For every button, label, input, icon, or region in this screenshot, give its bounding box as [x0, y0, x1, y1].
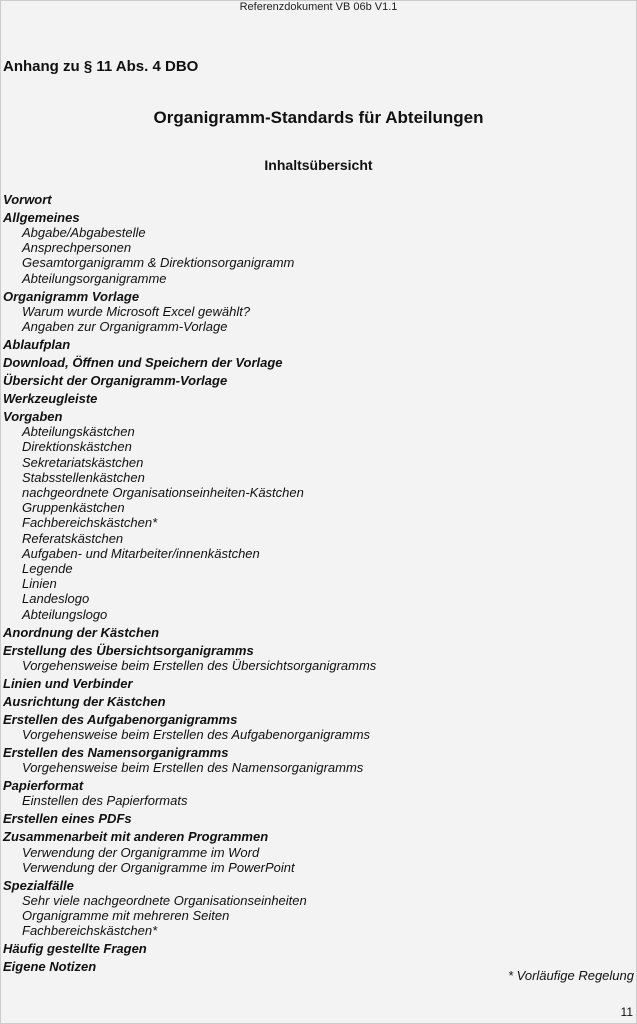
toc-section[interactable]: Werkzeugleiste [3, 391, 98, 407]
toc-subsection[interactable]: Stabsstellenkästchen [22, 469, 145, 485]
toc-section[interactable]: Eigene Notizen [3, 959, 97, 975]
toc-subsection[interactable]: Abteilungskästchen [22, 424, 135, 440]
toc-subsection[interactable]: Gruppenkästchen [22, 500, 125, 516]
toc-subsection[interactable]: Abteilungslogo [22, 606, 108, 622]
toc-section[interactable]: Erstellen des Aufgabenorganigramms [3, 711, 238, 727]
toc-section[interactable]: Anordnung der Kästchen [3, 624, 160, 640]
toc-section[interactable]: Papierformat [3, 778, 84, 794]
toc-subsection[interactable]: nachgeordnete Organisationseinheiten-Kästchen [22, 485, 304, 501]
toc-section[interactable]: Ablaufplan [3, 337, 71, 353]
toc-subsection[interactable]: Organigramme mit mehreren Seiten [22, 908, 230, 924]
toc-subsection[interactable]: Einstellen des Papierformats [22, 793, 188, 809]
toc-subsection[interactable]: Angaben zur Organigramm-Vorlage [22, 319, 228, 335]
toc-section[interactable]: Erstellung des Übersichtsorganigramms [3, 642, 254, 658]
annex-heading: Anhang zu § 11 Abs. 4 DBO [3, 58, 199, 75]
toc-section[interactable]: Erstellen des Namensorganigramms [3, 745, 229, 761]
toc-section[interactable]: Linien und Verbinder [3, 675, 133, 691]
toc-subsection[interactable]: Linien [22, 576, 57, 592]
toc-section[interactable]: Organigramm Vorlage [3, 288, 140, 304]
toc-subsection[interactable]: Verwendung der Organigramme im Word [22, 844, 260, 860]
toc-section[interactable]: Übersicht der Organigramm-Vorlage [3, 373, 228, 389]
toc-section[interactable]: Allgemeines [3, 209, 80, 225]
toc-section[interactable]: Häufig gestellte Fragen [3, 941, 147, 957]
page-number: 11 [620, 1005, 633, 1019]
toc-subsection[interactable]: Vorgehensweise beim Erstellen des Namensorganigramms [22, 760, 364, 776]
page-title: Organigramm-Standards für Abteilungen [153, 108, 484, 127]
toc-section[interactable]: Vorgaben [3, 409, 63, 425]
toc-subsection[interactable]: Sehr viele nachgeordnete Organisationseinheiten [22, 893, 307, 909]
toc-subsection[interactable]: Aufgaben- und Mitarbeiter/innenkästchen [22, 545, 260, 561]
toc-subsection[interactable]: Direktionskästchen [22, 439, 132, 455]
toc-section[interactable]: Zusammenarbeit mit anderen Programmen [3, 829, 269, 845]
toc-subsection[interactable]: Legende [22, 561, 73, 577]
toc-subsection[interactable]: Referatskästchen [22, 530, 124, 546]
toc-subsection[interactable]: Abteilungsorganigramme [22, 270, 167, 286]
table-of-contents [3, 189, 633, 975]
toc-subsection[interactable]: Fachbereichskästchen* [22, 923, 158, 939]
toc-subsection[interactable]: Gesamtorganigramm & Direktionsorganigramm [22, 255, 295, 271]
toc-subsection[interactable]: Ansprechpersonen [22, 240, 132, 256]
toc-subsection[interactable]: Verwendung der Organigramme im PowerPoint [22, 859, 295, 875]
toc-section[interactable]: Ausrichtung der Kästchen [3, 693, 166, 709]
toc-subsection[interactable]: Vorgehensweise beim Erstellen des Übersichtsorganigramms [22, 657, 377, 673]
toc-heading: Inhaltsübersicht [264, 157, 373, 173]
document-header: Referenzdokument VB 06b V1.1 [239, 1, 398, 13]
toc-subsection[interactable]: Landeslogo [22, 591, 90, 607]
toc-subsection[interactable]: Fachbereichskästchen* [22, 515, 158, 531]
toc-section[interactable]: Download, Öffnen und Speichern der Vorlage [3, 355, 283, 371]
footnote: * Vorläufige Regelung [508, 968, 634, 983]
toc-subsection[interactable]: Vorgehensweise beim Erstellen des Aufgabenorganigramms [22, 727, 371, 743]
toc-subsection[interactable]: Warum wurde Microsoft Excel gewählt? [22, 303, 251, 319]
toc-subsection[interactable]: Sekretariatskästchen [22, 454, 144, 470]
toc-section[interactable]: Spezialfälle [3, 877, 74, 893]
toc-section[interactable]: Erstellen eines PDFs [3, 811, 132, 827]
toc-subsection[interactable]: Abgabe/Abgabestelle [22, 225, 146, 240]
toc-section[interactable]: Vorwort [3, 191, 52, 207]
